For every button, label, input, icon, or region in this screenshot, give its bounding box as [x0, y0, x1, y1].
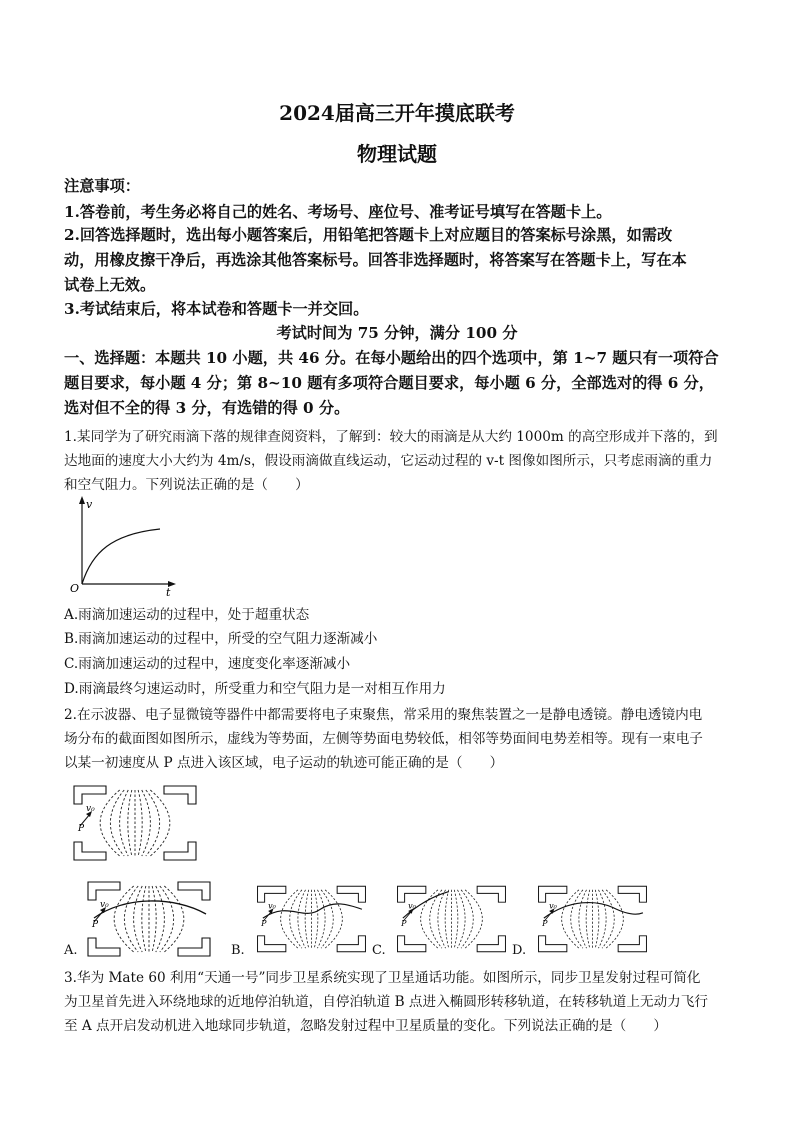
svg-text:v₀: v₀ [549, 901, 557, 911]
svg-text:P: P [92, 920, 99, 930]
q1-option-b: B.雨滴加速运动的过程中，所受的空气阻力逐渐减小 [64, 631, 378, 647]
notice-line: 动，用橡皮擦干净后，再选涂其他答案标号。回答非选择题时，将答案写在答题卡上，写在本 [64, 251, 687, 269]
q3-stem: 为卫星首先进入环绕地球的近地停泊轨道，自停泊轨道 B 点进入椭圆形转移轨道，在转移轨道上无动力飞行 [64, 994, 708, 1010]
electron-trajectory [544, 903, 643, 919]
svg-text:v₀: v₀ [408, 901, 416, 911]
notice-heading: 注意事项： [64, 177, 140, 195]
notice-line: 2.回答选择题时，选出每小题答案后，用铅笔把答题卡上对应题目的答案标号涂黑，如需改 [64, 226, 673, 244]
electron-trajectory [94, 901, 206, 918]
q2-stem: 2.在示波器、电子显微镜等器件中都需要将电子束聚焦，常采用的聚焦装置之一是静电透镜。静电透镜内电 [64, 707, 703, 723]
q2-lens-figure [70, 782, 200, 864]
q2-stem: 场分布的截面图如图所示，虚线为等势面，左侧等势面电势较低，相邻等势面间电势差相等。现有一束电子 [64, 731, 703, 747]
exam-title: 2024届高三开年摸底联考 [279, 101, 515, 125]
q2-stem: 以某一初速度从 P 点进入该区域，电子运动的轨迹可能正确的是（ ） [64, 755, 504, 771]
notice-line: 试卷上无效。 [64, 276, 156, 294]
svg-text:v₀: v₀ [100, 900, 109, 910]
q2-option-b-label: B. [231, 943, 245, 958]
svg-text:P: P [542, 919, 548, 929]
exam-time: 考试时间为 75 分钟，满分 100 分 [276, 324, 518, 342]
notice-line: 3.考试结束后，将本试卷和答题卡一并交回。 [64, 300, 369, 318]
q1-option-c: C.雨滴加速运动的过程中，速度变化率逐渐减小 [64, 656, 351, 672]
svg-text:v₀: v₀ [268, 901, 276, 911]
q1-stem: 1.某同学为了研究雨滴下落的规律查阅资料，了解到：较大的雨滴是从大约 1000m 的高空形成并下落的，到 [64, 429, 718, 445]
q2-option-d-figure [535, 878, 650, 960]
q1-option-d: D.雨滴最终匀速运动时，所受重力和空气阻力是一对相互作用力 [64, 681, 446, 697]
q1-stem: 达地面的速度大小大约为 4m/s，假设雨滴做直线运动，它运动过程的 v-t 图像如图所示，只考虑雨滴的重力 [64, 453, 713, 469]
v0-label: v₀ [86, 804, 95, 814]
q3-stem: 至 A 点开启发动机进入地球同步轨道，忽略发射过程中卫星质量的变化。下列说法正确的是（ ） [64, 1018, 667, 1034]
q2-option-b-figure [254, 878, 369, 960]
electron-trajectory [263, 904, 362, 918]
q2-option-c-label: C. [372, 943, 386, 958]
q2-option-a-label: A. [64, 943, 78, 958]
q2-option-d-label: D. [512, 943, 527, 958]
p-label: P [78, 824, 85, 834]
svg-text:P: P [401, 919, 407, 929]
axis-label-t: t [166, 586, 171, 599]
q2-option-a-figure [84, 878, 214, 960]
svg-text:P: P [261, 919, 267, 929]
section-instruction: 一、选择题：本题共 10 小题，共 46 分。在每小题给出的四个选项中，第 1~7 题只有一项符合 [64, 349, 719, 367]
q3-stem: 3.华为 Mate 60 利用“天通一号”同步卫星系统实现了卫星通话功能。如图所示，同步卫星发射过程可简化 [64, 970, 701, 986]
section-instruction: 选对但不全的得 3 分，有选错的得 0 分。 [64, 399, 350, 417]
q1-option-a: A.雨滴加速运动的过程中，处于超重状态 [64, 607, 310, 623]
axis-label-v: v [86, 498, 93, 511]
section-instruction: 题目要求，每小题 4 分；第 8~10 题有多项符合题目要求，每小题 6 分，全部选对的得 6 分， [64, 374, 714, 392]
notice-line: 1.答卷前，考生务必将自己的姓名、考场号、座位号、准考证号填写在答题卡上。 [64, 203, 612, 221]
q1-stem: 和空气阻力。下列说法正确的是（ ） [64, 477, 309, 493]
q2-option-c-figure [394, 878, 509, 960]
origin-label: O [70, 582, 80, 595]
subject-title: 物理试题 [357, 142, 437, 166]
q1-vt-graph [62, 492, 182, 600]
